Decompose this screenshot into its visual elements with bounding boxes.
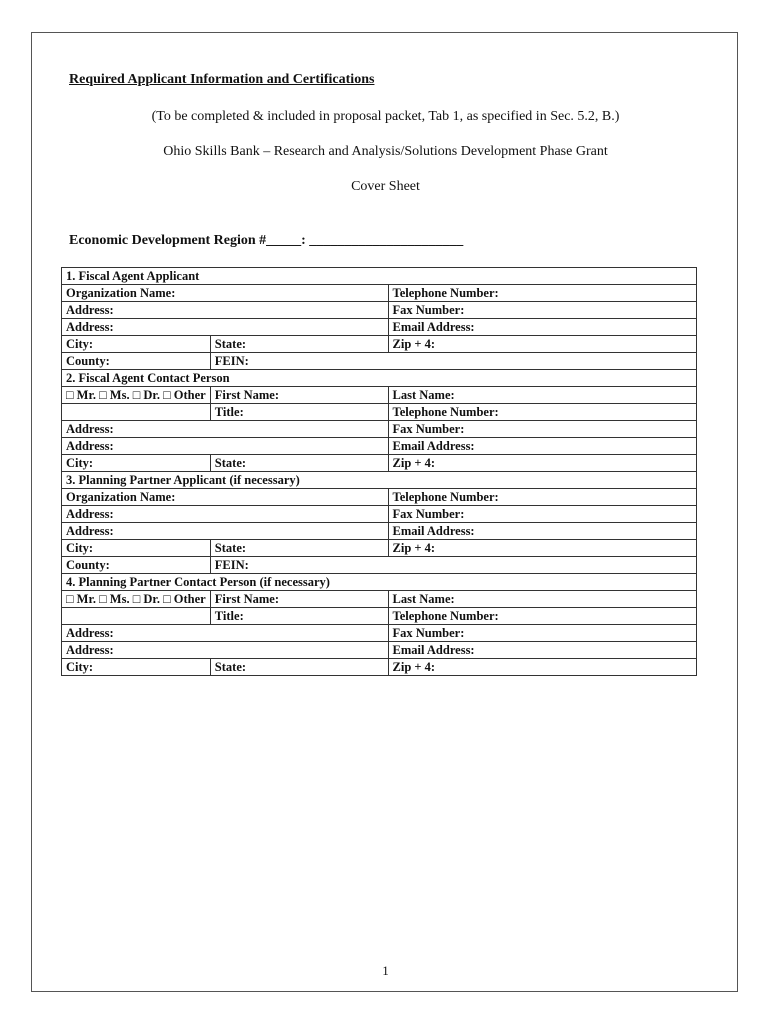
form-row bbox=[62, 642, 697, 659]
form-row bbox=[62, 557, 697, 574]
s2-blank-cell bbox=[62, 404, 211, 421]
form-row bbox=[62, 625, 697, 642]
s1-fax-field[interactable]: Fax Number: bbox=[388, 302, 696, 319]
form-row bbox=[62, 591, 697, 608]
program-name: Ohio Skills Bank – Research and Analysis/Solutions Development Phase Grant bbox=[163, 144, 608, 159]
document-title: Required Applicant Information and Certifications bbox=[69, 72, 375, 87]
section-heading-row bbox=[62, 370, 697, 387]
s2-last-name-field[interactable]: Last Name: bbox=[388, 387, 696, 404]
s4-last-name-field[interactable]: Last Name: bbox=[388, 591, 696, 608]
s1-city-field[interactable]: City: bbox=[62, 336, 211, 353]
section-heading-row bbox=[62, 574, 697, 591]
s4-salutation-checkboxes[interactable]: □ Mr. □ Ms. □ Dr. □ Other bbox=[62, 591, 211, 608]
section4-heading: 4. Planning Partner Contact Person (if necessary) bbox=[62, 574, 697, 591]
form-row bbox=[62, 455, 697, 472]
s2-state-field[interactable]: State: bbox=[210, 455, 388, 472]
s3-fax-field[interactable]: Fax Number: bbox=[388, 506, 696, 523]
form-row bbox=[62, 387, 697, 404]
form-row bbox=[62, 506, 697, 523]
form-row bbox=[62, 319, 697, 336]
s1-org-name-field[interactable]: Organization Name: bbox=[62, 285, 389, 302]
s4-state-field[interactable]: State: bbox=[210, 659, 388, 676]
s1-address2-field[interactable]: Address: bbox=[62, 319, 389, 336]
section3-heading: 3. Planning Partner Applicant (if necessary) bbox=[62, 472, 697, 489]
section-heading-row bbox=[62, 472, 697, 489]
s3-address1-field[interactable]: Address: bbox=[62, 506, 389, 523]
s3-city-field[interactable]: City: bbox=[62, 540, 211, 557]
form-row bbox=[62, 353, 697, 370]
s4-address2-field[interactable]: Address: bbox=[62, 642, 389, 659]
s3-org-name-field[interactable]: Organization Name: bbox=[62, 489, 389, 506]
s1-county-field[interactable]: County: bbox=[62, 353, 211, 370]
s1-address1-field[interactable]: Address: bbox=[62, 302, 389, 319]
s4-blank-cell bbox=[62, 608, 211, 625]
s1-fein-field[interactable]: FEIN: bbox=[210, 353, 696, 370]
s4-city-field[interactable]: City: bbox=[62, 659, 211, 676]
region-field[interactable]: Economic Development Region #_____: ______________________ bbox=[69, 233, 464, 248]
form-row bbox=[62, 540, 697, 557]
section-heading-row bbox=[62, 268, 697, 285]
s2-salutation-checkboxes[interactable]: □ Mr. □ Ms. □ Dr. □ Other bbox=[62, 387, 211, 404]
s2-fax-field[interactable]: Fax Number: bbox=[388, 421, 696, 438]
instructions-text: (To be completed & included in proposal packet, Tab 1, as specified in Sec. 5.2, B.) bbox=[151, 109, 620, 124]
s4-fax-field[interactable]: Fax Number: bbox=[388, 625, 696, 642]
s3-state-field[interactable]: State: bbox=[210, 540, 388, 557]
page-number: 1 bbox=[382, 963, 389, 978]
s1-state-field[interactable]: State: bbox=[210, 336, 388, 353]
form-row bbox=[62, 421, 697, 438]
form-row bbox=[62, 659, 697, 676]
s4-address1-field[interactable]: Address: bbox=[62, 625, 389, 642]
s2-address2-field[interactable]: Address: bbox=[62, 438, 389, 455]
s3-address2-field[interactable]: Address: bbox=[62, 523, 389, 540]
section2-heading: 2. Fiscal Agent Contact Person bbox=[62, 370, 697, 387]
s2-address1-field[interactable]: Address: bbox=[62, 421, 389, 438]
s2-phone-field[interactable]: Telephone Number: bbox=[388, 404, 696, 421]
s4-first-name-field[interactable]: First Name: bbox=[210, 591, 388, 608]
s4-phone-field[interactable]: Telephone Number: bbox=[388, 608, 696, 625]
s1-email-field[interactable]: Email Address: bbox=[388, 319, 696, 336]
subtitle: Cover Sheet bbox=[351, 179, 420, 194]
form-row bbox=[62, 404, 697, 421]
applicant-form-table bbox=[61, 267, 697, 676]
s1-phone-field[interactable]: Telephone Number: bbox=[388, 285, 696, 302]
s3-phone-field[interactable]: Telephone Number: bbox=[388, 489, 696, 506]
s2-city-field[interactable]: City: bbox=[62, 455, 211, 472]
document-page bbox=[31, 32, 738, 992]
s4-email-field[interactable]: Email Address: bbox=[388, 642, 696, 659]
s2-first-name-field[interactable]: First Name: bbox=[210, 387, 388, 404]
section1-heading: 1. Fiscal Agent Applicant bbox=[62, 268, 697, 285]
s3-zip-field[interactable]: Zip + 4: bbox=[388, 540, 696, 557]
s2-title-field[interactable]: Title: bbox=[210, 404, 388, 421]
s3-fein-field[interactable]: FEIN: bbox=[210, 557, 696, 574]
s4-title-field[interactable]: Title: bbox=[210, 608, 388, 625]
s1-zip-field[interactable]: Zip + 4: bbox=[388, 336, 696, 353]
s3-email-field[interactable]: Email Address: bbox=[388, 523, 696, 540]
form-row bbox=[62, 302, 697, 319]
form-row bbox=[62, 285, 697, 302]
s2-zip-field[interactable]: Zip + 4: bbox=[388, 455, 696, 472]
form-row bbox=[62, 523, 697, 540]
s3-county-field[interactable]: County: bbox=[62, 557, 211, 574]
s2-email-field[interactable]: Email Address: bbox=[388, 438, 696, 455]
form-row bbox=[62, 489, 697, 506]
form-row bbox=[62, 438, 697, 455]
form-row bbox=[62, 608, 697, 625]
s4-zip-field[interactable]: Zip + 4: bbox=[388, 659, 696, 676]
form-row bbox=[62, 336, 697, 353]
